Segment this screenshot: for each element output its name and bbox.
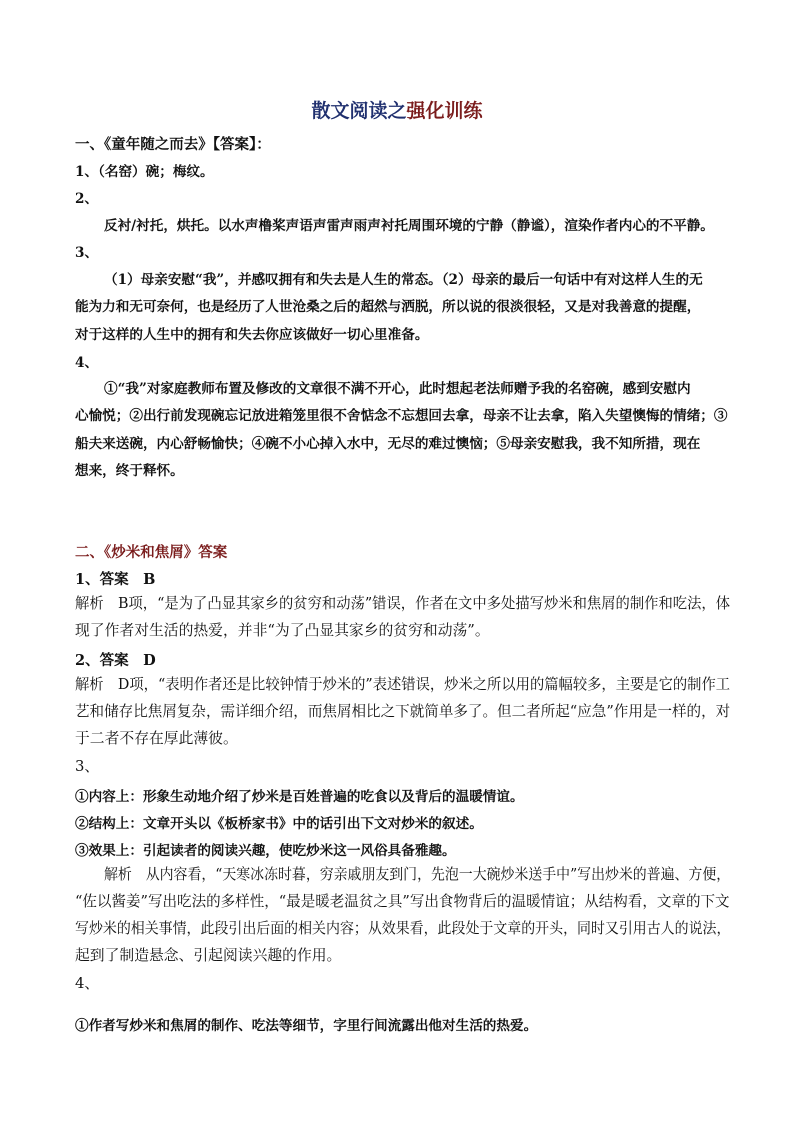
title-part-2: 强化训练 (406, 100, 483, 122)
s1-q3-number: 3、 (75, 245, 99, 261)
s2-q4-number: 4、 (75, 975, 100, 992)
s2-point: ③效果上：引起读者的阅读兴趣，使吃炒米这一风俗具备雅趣。 (75, 843, 456, 859)
s1-q2-number: 2、 (75, 191, 99, 207)
s2-point: ①内容上：形象生动地介绍了炒米是百姓普遍的吃食以及背后的温暖情谊。 (75, 789, 524, 805)
s2-explanation-3-line: 解析 从内容看，“天寒冰冻时暮，穷亲戚朋友到门，先泡一大碗炒米送手中”写出炒米的普遍、方便， (104, 866, 731, 883)
s2-explanation-3-line: 写炒米的相关事情，此段引出后面的相关内容；从效果看，此段处于文章的开头，同时又引用古人的说法， (75, 920, 731, 937)
s1-q4-number: 4、 (75, 355, 99, 371)
s2-point: ②结构上：文章开头以《板桥家书》中的话引出下文对炒米的叙述。 (75, 816, 483, 832)
s1-answer-3-line: 能为力和无可奈何，也是经历了人世沧桑之后的超然与洒脱，所以说的很淡很轻，又是对我善意的提醒， (75, 299, 701, 315)
s2-answer-2: 2、答案 D (75, 652, 156, 669)
s1-answer-1: 1、（名窑）碗；梅纹。 (75, 164, 214, 180)
title-part-1: 散文阅读之 (311, 100, 407, 122)
s1-answer-4-line: 想来，终于释怀。 (75, 463, 184, 479)
s1-answer-3-line: 对于这样的人生中的拥有和失去你应该做好一切心里准备。 (75, 327, 429, 343)
s2-explanation-3-line: 起到了制造悬念、引起阅读兴趣的作用。 (75, 947, 342, 964)
s1-answer-2: 反衬/衬托，烘托。以水声橹桨声语声雷声雨声衬托周围环境的宁静（静谧），渲染作者内心的不平静。 (104, 218, 714, 234)
s2-explanation-2-line: 于二者不存在厚此薄彼。 (75, 730, 238, 747)
s1-answer-4-line: 心愉悦；②出行前发现碗忘记放进箱笼里很不舍惦念不忘想回去拿，母亲不让去拿，陷入失望懊悔的情绪；③ (75, 408, 728, 424)
s2-q3-number: 3、 (75, 758, 100, 775)
section-2-heading: 二、《炒米和焦屑》答案 (75, 544, 228, 561)
page-title (0, 96, 794, 123)
s2-point: ①作者写炒米和焦屑的制作、吃法等细节，字里行间流露出他对生活的热爱。 (75, 1018, 538, 1034)
s2-explanation-3-line: “佐以酱姜”写出吃法的多样性，“最是暖老温贫之具”写出食物背后的温暖情谊；从结构看，文章的下文 (75, 893, 730, 910)
section-1-heading: 一、《童年随之而去》【答案】： (75, 136, 271, 153)
s2-explanation-1-line: 解析 B项，“是为了凸显其家乡的贫穷和动荡”错误，作者在文中多处描写炒米和焦屑的制作和吃法，体 (75, 595, 731, 612)
s2-explanation-2-line: 解析 D项，“表明作者还是比较钟情于炒米的”表述错误，炒米之所以用的篇幅较多，主要是它的制作工 (75, 676, 731, 693)
s1-answer-4-line: ①“我”对家庭教师布置及修改的文章很不满不开心，此时想起老法师赠予我的名窑碗，感到安慰内 (104, 381, 691, 397)
s2-explanation-2-line: 艺和储存比焦屑复杂，需详细介绍，而焦屑相比之下就简单多了。但二者所起“应急”作用是一样的，对 (75, 703, 731, 720)
s1-answer-4-line: 船夫来送碗，内心舒畅愉快；④碗不小心掉入水中，无尽的难过懊恼；⑤母亲安慰我，我不知所措，现在 (75, 436, 701, 452)
s1-answer-3-line: （1）母亲安慰“我”，并感叹拥有和失去是人生的常态。（2）母亲的最后一句话中有对这样人生的无 (104, 272, 703, 288)
s2-explanation-1-line: 现了作者对生活的热爱，并非“为了凸显其家乡的贫穷和动荡”。 (75, 622, 490, 639)
s2-answer-1: 1、答案 B (75, 571, 156, 588)
